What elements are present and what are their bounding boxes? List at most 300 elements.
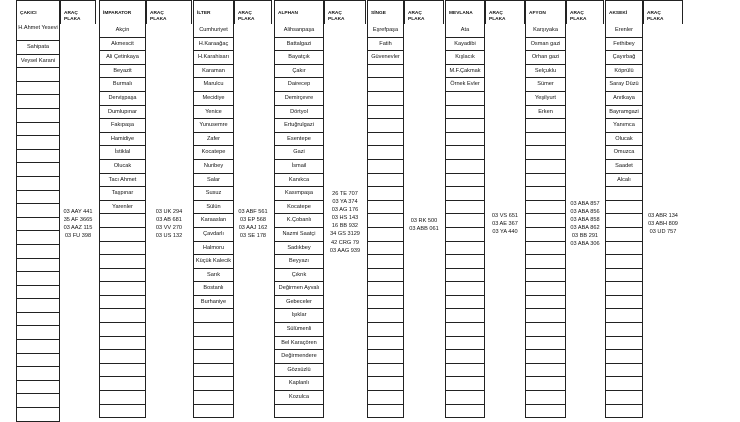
neighborhood-cell: H.Ahmet Yesevi (16, 24, 60, 41)
neighborhood-list-ilter (193, 24, 234, 418)
neighborhood-cell (16, 163, 60, 177)
neighborhood-cell: Dervişpaşa (99, 92, 146, 106)
neighborhood-cell (445, 187, 485, 201)
neighborhood-cell: Omuzca (605, 146, 643, 160)
neighborhood-cell: Anıtkaya (605, 92, 643, 106)
neighborhood-cell (445, 377, 485, 391)
neighborhood-cell (605, 364, 643, 378)
neighborhood-cell (525, 323, 566, 337)
neighborhood-cell: Erken (525, 106, 566, 120)
neighborhood-cell (445, 350, 485, 364)
neighborhood-cell: Veysel Karani (16, 55, 60, 69)
neighborhood-cell: Çayırbağ (605, 51, 643, 65)
neighborhood-cell (274, 405, 324, 419)
district-column-ilter (193, 0, 234, 417)
neighborhood-cell (605, 337, 643, 351)
neighborhood-cell: Alihsanpaşa (274, 24, 324, 38)
neighborhood-cell: M.F.Çakmak (445, 65, 485, 79)
neighborhood-cell: Sülün (193, 201, 234, 215)
neighborhood-cell (525, 391, 566, 405)
neighborhood-cell: H.Karahisarı (193, 51, 234, 65)
neighborhood-cell (99, 364, 146, 378)
vehicle-plate: 03 YA 374 (332, 199, 358, 206)
neighborhood-cell (525, 146, 566, 160)
district-header-sinige: SİNGE (367, 0, 404, 24)
neighborhood-cell (445, 119, 485, 133)
district-column-afyon (525, 0, 566, 417)
district-column-sinige (367, 0, 404, 417)
neighborhood-cell (367, 350, 404, 364)
neighborhood-cell (445, 282, 485, 296)
neighborhood-cell (16, 299, 60, 313)
neighborhood-cell (16, 177, 60, 191)
plate-header: ARAÇ PLAKA (234, 0, 272, 24)
neighborhood-cell: İsmail (274, 160, 324, 174)
neighborhood-cell (99, 282, 146, 296)
vehicle-plate: 03 VS 651 (491, 213, 519, 219)
neighborhood-cell (525, 174, 566, 188)
neighborhood-cell: Kayadibi (445, 38, 485, 52)
neighborhood-cell: Esentepe (274, 133, 324, 147)
neighborhood-cell: Hamidiye (99, 133, 146, 147)
neighborhood-cell (605, 187, 643, 201)
neighborhood-cell (605, 214, 643, 228)
neighborhood-cell (445, 201, 485, 215)
neighborhood-cell: Dumlupınar (99, 106, 146, 120)
neighborhood-cell: Işıklar (274, 309, 324, 323)
neighborhood-cell (16, 408, 60, 422)
neighborhood-cell (605, 391, 643, 405)
neighborhood-cell (367, 296, 404, 310)
neighborhood-cell: Marulcu (193, 78, 234, 92)
neighborhood-cell: Kocatepe (193, 146, 234, 160)
neighborhood-cell: Olucak (99, 160, 146, 174)
neighborhood-cell: Sadıkbey (274, 242, 324, 256)
neighborhood-cell (99, 255, 146, 269)
neighborhood-cell (605, 282, 643, 296)
neighborhood-cell: Nazmi Saatçi (274, 228, 324, 242)
neighborhood-cell (367, 133, 404, 147)
neighborhood-cell: Beyazit (99, 65, 146, 79)
neighborhood-cell: Kaplanlı (274, 377, 324, 391)
neighborhood-cell (605, 255, 643, 269)
neighborhood-cell (16, 68, 60, 82)
neighborhood-cell (445, 296, 485, 310)
neighborhood-cell (193, 364, 234, 378)
vehicle-plate: 03 AE 367 (492, 221, 518, 228)
neighborhood-cell: Zafer (193, 133, 234, 147)
neighborhood-cell (99, 350, 146, 364)
neighborhood-cell: Cumhuriyet (193, 24, 234, 38)
neighborhood-cell (193, 323, 234, 337)
neighborhood-cell (525, 255, 566, 269)
plate-column-afyon (566, 0, 604, 417)
neighborhood-cell (445, 391, 485, 405)
neighborhood-cell (445, 405, 485, 419)
neighborhood-cell: Taşpınar (99, 187, 146, 201)
neighborhood-cell: Sümer (525, 78, 566, 92)
neighborhood-cell (525, 214, 566, 228)
neighborhood-cell (16, 82, 60, 96)
neighborhood-cell (367, 405, 404, 419)
plate-list-alphan (324, 190, 366, 255)
neighborhood-list-cakici (16, 24, 60, 422)
neighborhood-cell: Akçin (99, 24, 146, 38)
neighborhood-cell (367, 391, 404, 405)
neighborhood-cell: Küçük Kalecik (193, 255, 234, 269)
neighborhood-cell (445, 309, 485, 323)
neighborhood-cell (445, 160, 485, 174)
neighborhood-cell: Yanımca (605, 119, 643, 133)
plate-header: ARAÇ PLAKA (643, 0, 683, 24)
neighborhood-cell: Çavdarlı (193, 228, 234, 242)
plate-list-aksekl (643, 212, 683, 236)
neighborhood-cell: Dörtyol (274, 106, 324, 120)
neighborhood-cell (605, 405, 643, 419)
plate-header: ARAÇ PLAKA (404, 0, 444, 24)
neighborhood-cell (193, 350, 234, 364)
neighborhood-cell (16, 218, 60, 232)
neighborhood-cell (16, 286, 60, 300)
vehicle-plate: 03 SE 178 (239, 233, 267, 240)
neighborhood-cell (445, 106, 485, 120)
neighborhood-cell: Eşrefpaşa (367, 24, 404, 38)
neighborhood-cell: Susuz (193, 187, 234, 201)
neighborhood-cell (99, 296, 146, 310)
neighborhood-cell (445, 364, 485, 378)
neighborhood-cell (525, 242, 566, 256)
neighborhood-cell: Mecidiye (193, 92, 234, 106)
neighborhood-cell: Bayatçık (274, 51, 324, 65)
district-column-alphan (274, 0, 324, 417)
neighborhood-cell: Orhan gazi (525, 51, 566, 65)
vehicle-plate: 03 AG 176 (331, 207, 359, 214)
vehicle-plate: 03 VV 270 (155, 225, 183, 232)
plate-list-afyon (566, 200, 604, 249)
vehicle-plate: 03 AAZ 115 (63, 225, 93, 232)
plate-header: ARAÇ PLAKA (485, 0, 525, 24)
neighborhood-list-mevlana (445, 24, 485, 418)
vehicle-plate: 03 UK 294 (155, 209, 183, 215)
vehicle-plate: 42 CRG 79 (331, 239, 359, 246)
neighborhood-cell: Fakıpaşa (99, 119, 146, 133)
neighborhood-cell: Kanıkca (274, 174, 324, 188)
neighborhood-cell (445, 242, 485, 256)
neighborhood-cell (16, 381, 60, 395)
vehicle-plate: 26 TE 707 (332, 191, 358, 197)
neighborhood-cell (367, 242, 404, 256)
neighborhood-cell (445, 214, 485, 228)
neighborhood-cell: Kışlacık (445, 51, 485, 65)
district-header-alphan: ALPHAN (274, 0, 324, 24)
neighborhood-cell (99, 323, 146, 337)
plate-column-imparator (146, 0, 192, 417)
vehicle-plate: 03 AAJ 162 (238, 225, 268, 232)
neighborhood-cell: Nuribey (193, 160, 234, 174)
neighborhood-cell (445, 92, 485, 106)
plate-column-aksekl (643, 0, 683, 417)
vehicle-plate: 03 YA 440 (492, 229, 518, 236)
neighborhood-cell (367, 146, 404, 160)
neighborhood-cell: Köprülü (605, 65, 643, 79)
vehicle-plate: 03 FU 398 (64, 233, 92, 240)
neighborhood-cell (193, 337, 234, 351)
neighborhood-cell: Battalgazi (274, 38, 324, 52)
district-header-mevlana: MEVLANA (445, 0, 485, 24)
vehicle-plate: 03 AAG 939 (329, 247, 361, 254)
vehicle-plate: 03 ABA 306 (570, 241, 600, 248)
neighborhood-cell (16, 231, 60, 245)
neighborhood-cell: Gazi (274, 146, 324, 160)
neighborhood-cell: Değirmendere (274, 350, 324, 364)
neighborhood-cell (525, 269, 566, 283)
neighborhood-cell (16, 136, 60, 150)
neighborhood-cell (99, 309, 146, 323)
neighborhood-cell (16, 245, 60, 259)
neighborhood-cell (367, 364, 404, 378)
neighborhood-cell (367, 377, 404, 391)
neighborhood-cell: Sahipata (16, 41, 60, 55)
vehicle-plate: 03 BB 291 (571, 233, 599, 240)
neighborhood-cell: Yeşilyurt (525, 92, 566, 106)
vehicle-plate: 03 EP 568 (239, 217, 267, 224)
neighborhood-cell (525, 201, 566, 215)
vehicle-plate: 34 GS 3129 (330, 231, 360, 238)
neighborhood-cell (605, 323, 643, 337)
vehicle-plate: 03 ABB 061 (409, 226, 439, 233)
neighborhood-cell (525, 405, 566, 419)
neighborhood-cell (367, 255, 404, 269)
vehicle-plate: 03 HS 143 (331, 215, 359, 222)
neighborhood-cell (367, 78, 404, 92)
neighborhood-cell (525, 282, 566, 296)
vehicle-plate: 03 ABF 561 (238, 209, 268, 215)
vehicle-plate: 35 AF 3665 (63, 217, 93, 224)
neighborhood-cell: Beyyazı (274, 255, 324, 269)
neighborhood-list-aksekl (605, 24, 643, 418)
neighborhood-cell: Sarık (193, 269, 234, 283)
plate-column-alphan (324, 0, 366, 417)
neighborhood-cell: Selçuklu (525, 65, 566, 79)
neighborhood-cell (99, 242, 146, 256)
neighborhood-cell: Halmoru (193, 242, 234, 256)
neighborhood-cell (16, 95, 60, 109)
neighborhood-cell: Bel Karaçören (274, 337, 324, 351)
district-header-imparator: İMPARATOR (99, 0, 146, 24)
plate-header: ARAÇ PLAKA (146, 0, 192, 24)
neighborhood-cell (16, 354, 60, 368)
neighborhood-cell: Bostanlı (193, 282, 234, 296)
neighborhood-cell: Dairecep (274, 78, 324, 92)
plate-header: ARAÇ PLAKA (324, 0, 366, 24)
neighborhood-cell: Karaman (193, 65, 234, 79)
neighborhood-cell (525, 228, 566, 242)
neighborhood-cell: Karşıyaka (525, 24, 566, 38)
neighborhood-cell (367, 92, 404, 106)
neighborhood-cell: Yarenler (99, 201, 146, 215)
neighborhood-cell (99, 391, 146, 405)
neighborhood-cell (605, 296, 643, 310)
neighborhood-cell (367, 282, 404, 296)
neighborhood-cell: Fethibey (605, 38, 643, 52)
district-column-mevlana (445, 0, 485, 417)
neighborhood-cell (16, 150, 60, 164)
neighborhood-cell (16, 340, 60, 354)
neighborhood-cell (525, 364, 566, 378)
vehicle-plate: 03 ABH 809 (648, 221, 678, 228)
neighborhood-cell (605, 269, 643, 283)
vehicle-plate: 03 ABA 856 (570, 209, 600, 216)
neighborhood-cell: Saadet (605, 160, 643, 174)
neighborhood-cell: Gebeceler (274, 296, 324, 310)
neighborhood-cell (16, 313, 60, 327)
neighborhood-cell (99, 377, 146, 391)
neighborhood-list-alphan (274, 24, 324, 418)
district-header-aksekl: AKSEKİ (605, 0, 643, 24)
district-column-aksekl (605, 0, 643, 417)
neighborhood-cell (605, 201, 643, 215)
neighborhood-cell: Kasımpaşa (274, 187, 324, 201)
neighborhood-cell (193, 377, 234, 391)
neighborhood-cell: Ali Çetinkaya (99, 51, 146, 65)
neighborhood-cell: Fatih (367, 38, 404, 52)
neighborhood-cell: Çıkrık (274, 269, 324, 283)
neighborhood-cell (605, 309, 643, 323)
district-column-cakici (16, 0, 60, 417)
neighborhood-cell (193, 391, 234, 405)
neighborhood-cell (367, 106, 404, 120)
plate-column-cakici (60, 0, 96, 417)
neighborhood-cell (445, 228, 485, 242)
neighborhood-cell (99, 228, 146, 242)
neighborhood-cell: Yunusemre (193, 119, 234, 133)
neighborhood-cell (367, 214, 404, 228)
neighborhood-cell: Burhaniye (193, 296, 234, 310)
neighborhood-cell: Erenler (605, 24, 643, 38)
neighborhood-cell (367, 269, 404, 283)
neighborhood-cell (367, 160, 404, 174)
neighborhood-cell (16, 367, 60, 381)
neighborhood-list-sinige (367, 24, 404, 418)
neighborhood-cell (367, 187, 404, 201)
neighborhood-cell (367, 323, 404, 337)
vehicle-plate: 03 UD 757 (649, 229, 677, 236)
vehicle-plate: 03 AB 681 (156, 217, 182, 224)
neighborhood-cell (525, 309, 566, 323)
neighborhood-cell (605, 228, 643, 242)
neighborhood-list-afyon (525, 24, 566, 418)
neighborhood-cell: Sülümenli (274, 323, 324, 337)
neighborhood-cell: Değirmen Ayvalı (274, 282, 324, 296)
neighborhood-cell (605, 350, 643, 364)
neighborhood-cell: Karaaslan (193, 214, 234, 228)
neighborhood-cell (445, 146, 485, 160)
vehicle-plate: 03 AAY 441 (63, 209, 93, 215)
neighborhood-cell: Tacı Ahmet (99, 174, 146, 188)
neighborhood-cell (16, 394, 60, 408)
neighborhood-cell (367, 309, 404, 323)
vehicle-plate: 03 US 132 (155, 233, 183, 240)
neighborhood-cell (445, 337, 485, 351)
neighborhood-cell (525, 337, 566, 351)
neighborhood-cell: Kozulca (274, 391, 324, 405)
neighborhood-cell (367, 119, 404, 133)
neighborhood-cell (445, 269, 485, 283)
neighborhood-cell: Kocatepe (274, 201, 324, 215)
vehicle-plate: 03 ABA 862 (570, 225, 600, 232)
neighborhood-cell: Güvenevler (367, 51, 404, 65)
neighborhood-cell (16, 326, 60, 340)
neighborhood-cell (367, 65, 404, 79)
vehicle-plate: 03 ABA 857 (570, 201, 600, 207)
district-header-afyon: AFYON (525, 0, 566, 24)
neighborhood-cell (16, 191, 60, 205)
neighborhood-cell: Yenice (193, 106, 234, 120)
neighborhood-cell: Bayramgazi (605, 106, 643, 120)
neighborhood-cell (367, 201, 404, 215)
plate-list-sinige (404, 217, 444, 233)
neighborhood-cell (445, 323, 485, 337)
neighborhood-cell (16, 123, 60, 137)
plate-header: ARAÇ PLAKA (566, 0, 604, 24)
plate-column-mevlana (485, 0, 525, 417)
neighborhood-cell (525, 296, 566, 310)
neighborhood-cell: Akmescit (99, 38, 146, 52)
neighborhood-cell (525, 133, 566, 147)
plate-column-sinige (404, 0, 444, 417)
plate-list-mevlana (485, 212, 525, 236)
neighborhood-cell: Çakır (274, 65, 324, 79)
neighborhood-cell (367, 174, 404, 188)
plate-list-imparator (146, 208, 192, 240)
neighborhood-cell: Salar (193, 174, 234, 188)
neighborhood-cell: Örnek Evler (445, 78, 485, 92)
neighborhood-cell (99, 337, 146, 351)
neighborhood-cell: K.Çobanlı (274, 214, 324, 228)
neighborhood-cell: Saray Düzü (605, 78, 643, 92)
neighborhood-cell (445, 174, 485, 188)
neighborhood-cell (99, 214, 146, 228)
vehicle-plate: 16 BB 932 (331, 223, 359, 230)
vehicle-plate: 03 ABA 858 (570, 217, 600, 224)
neighborhood-cell: Gözsüzlü (274, 364, 324, 378)
neighborhood-cell (367, 228, 404, 242)
neighborhood-cell (445, 255, 485, 269)
neighborhood-cell (16, 109, 60, 123)
neighborhood-cell (16, 259, 60, 273)
neighborhood-cell: Burmalı (99, 78, 146, 92)
neighborhood-cell (525, 119, 566, 133)
neighborhood-cell (525, 377, 566, 391)
neighborhood-cell: Olucak (605, 133, 643, 147)
neighborhood-cell (605, 242, 643, 256)
district-header-cakici: ÇAKICI (16, 0, 60, 24)
plate-list-cakici (60, 208, 96, 240)
neighborhood-cell: Alcalı (605, 174, 643, 188)
neighborhood-cell: H.Karaağaç (193, 38, 234, 52)
neighborhood-list-imparator (99, 24, 146, 418)
neighborhood-cell (99, 405, 146, 419)
neighborhood-cell (367, 337, 404, 351)
neighborhood-cell: Osman gazi (525, 38, 566, 52)
district-header-ilter: İLTER (193, 0, 234, 24)
neighborhood-cell: Ertuğrulgazi (274, 119, 324, 133)
district-column-imparator (99, 0, 146, 417)
neighborhood-cell (525, 160, 566, 174)
neighborhood-cell (445, 133, 485, 147)
neighborhood-cell (16, 204, 60, 218)
plate-column-ilter (234, 0, 272, 417)
